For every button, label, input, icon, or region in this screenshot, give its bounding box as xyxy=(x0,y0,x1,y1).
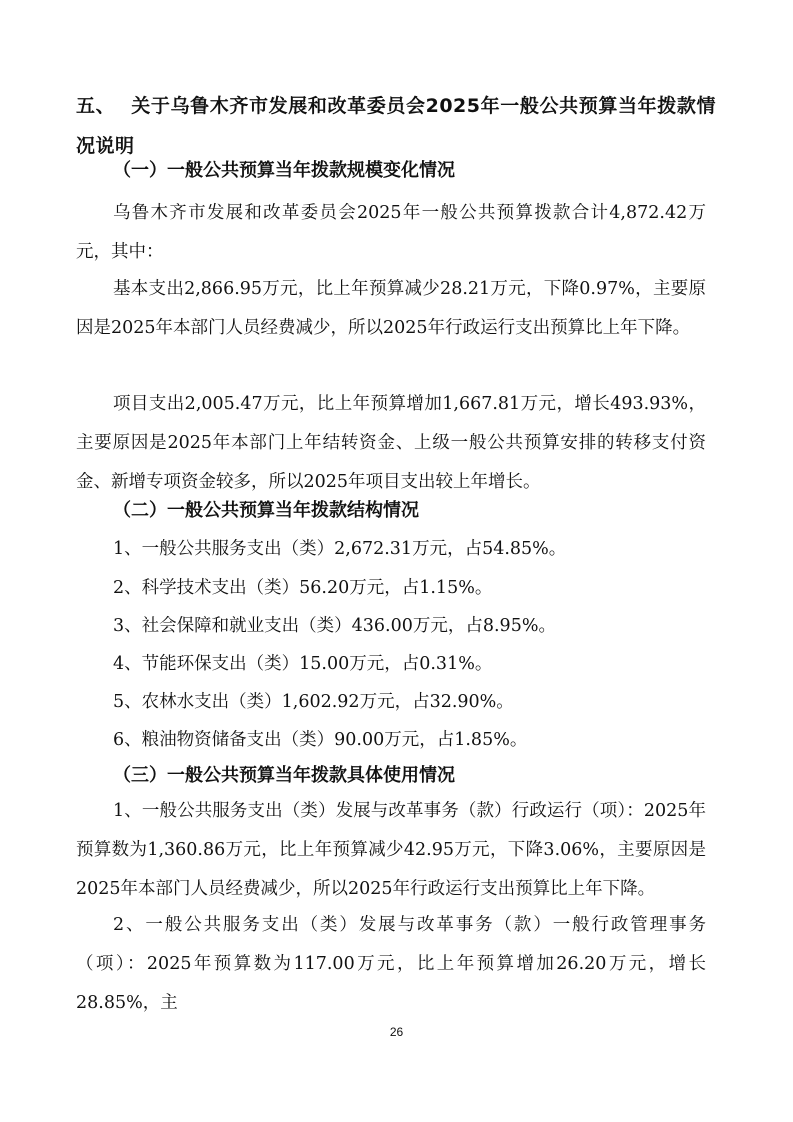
document-title xyxy=(76,86,716,166)
title-text: 关于乌鲁木齐市发展和改革委员会2025年一般公共预算当年拨款情况说明 xyxy=(76,95,716,157)
list-item: 5、农林水支出（类）1,602.92万元，占32.90%。 xyxy=(113,692,514,712)
list-item: 1、一般公共服务支出（类）2,672.31万元，占54.85%。 xyxy=(113,539,567,559)
paragraph-basic-expenditure: 基本支出2,866.95万元，比上年预算减少28.21万元，下降0.97%，主要原因是2025年本部门人员经费减少，所以2025年行政运行支出预算比上年下降。 xyxy=(76,279,706,338)
section-heading-2: （二）一般公共预算当年拨款结构情况 xyxy=(113,500,419,521)
section-heading-3: （三）一般公共预算当年拨款具体使用情况 xyxy=(113,765,455,786)
section-heading-1: （一）一般公共预算当年拨款规模变化情况 xyxy=(113,160,455,181)
paragraph-total: 乌鲁木齐市发展和改革委员会2025年一般公共预算拨款合计4,872.42万元，其中： xyxy=(76,203,706,262)
list-item: 3、社会保障和就业支出（类）436.00万元，占8.95%。 xyxy=(113,616,556,636)
paragraph-admin-operation: 1、一般公共服务支出（类）发展与改革事务（款）行政运行（项）：2025年预算数为1,360.86万元，比上年预算减少42.95万元，下降3.06%，主要原因是2025年本部门人员经费减少，所以2025年行政运行支出预算比上年下降。 xyxy=(76,801,706,899)
list-item: 2、科学技术支出（类）56.20万元，占1.15%。 xyxy=(113,578,493,598)
page-number: 26 xyxy=(389,1025,404,1039)
paragraph-project-expenditure: 项目支出2,005.47万元，比上年预算增加1,667.81万元，增长493.93%，主要原因是2025年本部门上年结转资金、上级一般公共预算安排的转移支付资金、新增专项资金较多，所以2025年项目支出较上年增长。 xyxy=(76,394,706,492)
paragraph-general-admin: 2、一般公共服务支出（类）发展与改革事务（款）一般行政管理事务（项）：2025年预算数为117.00万元，比上年预算增加26.20万元，增长28.85%，主 xyxy=(76,915,706,1013)
list-item: 6、粮油物资储备支出（类）90.00万元，占1.85%。 xyxy=(113,730,528,750)
list-item: 4、节能环保支出（类）15.00万元，占0.31%。 xyxy=(113,654,493,674)
title-number: 五、 xyxy=(76,95,116,117)
